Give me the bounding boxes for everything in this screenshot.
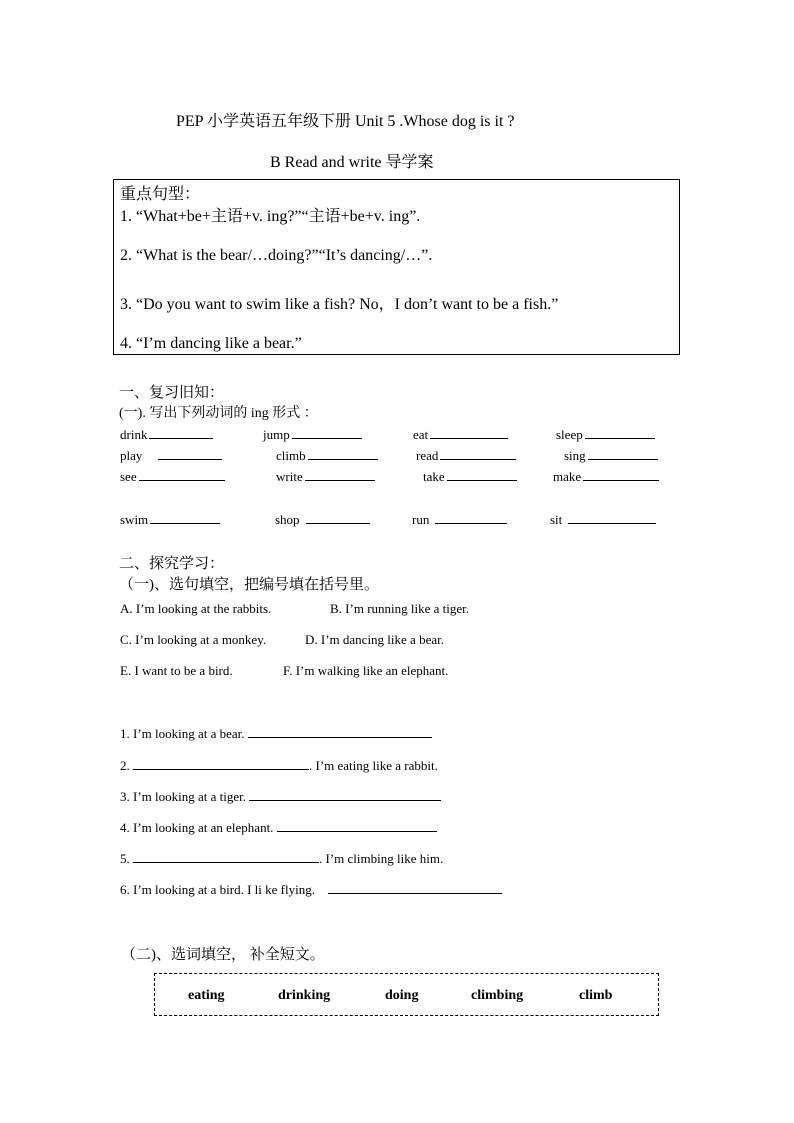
answer-blank[interactable] bbox=[149, 426, 213, 439]
word-bank-item: eating bbox=[188, 988, 225, 1003]
answer-blank[interactable] bbox=[139, 468, 225, 481]
key-sentences-box bbox=[113, 179, 680, 355]
verb-item: see bbox=[120, 468, 225, 485]
verb-item: play bbox=[120, 447, 222, 464]
option-f: F. I’m walking like an elephant. bbox=[283, 663, 449, 678]
option-c: C. I’m looking at a monkey. bbox=[120, 632, 267, 647]
answer-blank[interactable] bbox=[447, 468, 517, 481]
question-1: 1. I’m looking at a bear. bbox=[120, 725, 432, 742]
word-bank-item: climb bbox=[579, 988, 613, 1003]
verb-item: swim bbox=[120, 511, 220, 528]
section1-heading: 一、复习旧知： bbox=[119, 385, 225, 401]
key-sentence-1: 1. “What+be+主语+v. ing?”“主语+be+v. ing”. bbox=[120, 208, 421, 225]
word-bank-item: climbing bbox=[471, 988, 524, 1003]
section1-subheading: (一). 写出下列动词的 ing 形式 ： bbox=[119, 406, 318, 421]
question-5: 5. . I’m climbing like him. bbox=[120, 851, 444, 866]
question-4: 4. I’m looking at an elephant. bbox=[120, 819, 437, 836]
verb-item: climb bbox=[276, 447, 378, 464]
answer-blank[interactable] bbox=[277, 819, 437, 832]
key-sentences-heading: 重点句型： bbox=[120, 186, 201, 203]
answer-blank[interactable] bbox=[440, 447, 516, 460]
verb-item: sing bbox=[564, 447, 658, 464]
section2-subheading2: （二)、选词填空， 补全短文。 bbox=[121, 947, 325, 963]
page-subtitle: B Read and write 导学案 bbox=[270, 154, 434, 171]
answer-blank[interactable] bbox=[249, 788, 441, 801]
verb-item: shop bbox=[275, 511, 370, 528]
key-sentence-4: 4. “I’m dancing like a bear.” bbox=[120, 335, 302, 352]
section2-heading: 二、探究学习： bbox=[119, 556, 225, 572]
verb-item: make bbox=[553, 468, 659, 485]
word-bank-item: doing bbox=[385, 988, 419, 1003]
key-sentence-2: 2. “What is the bear/…doing?”“It’s dancing/…”. bbox=[120, 247, 433, 264]
answer-blank[interactable] bbox=[308, 447, 378, 460]
answer-blank[interactable] bbox=[150, 511, 220, 524]
answer-blank[interactable] bbox=[133, 850, 319, 863]
question-3: 3. I’m looking at a tiger. bbox=[120, 788, 441, 805]
answer-blank[interactable] bbox=[328, 881, 502, 894]
section2-subheading: （一)、选句填空，把编号填在括号里。 bbox=[119, 577, 379, 593]
verb-item: eat bbox=[413, 426, 508, 443]
answer-blank[interactable] bbox=[435, 511, 507, 524]
answer-blank[interactable] bbox=[248, 725, 432, 738]
verb-item: run bbox=[412, 511, 507, 528]
verb-item: sleep bbox=[556, 426, 655, 443]
option-d: D. I’m dancing like a bear. bbox=[305, 632, 444, 647]
answer-blank[interactable] bbox=[430, 426, 508, 439]
verb-item: jump bbox=[263, 426, 362, 443]
answer-blank[interactable] bbox=[292, 426, 362, 439]
option-e: E. I want to be a bird. bbox=[120, 663, 233, 678]
answer-blank[interactable] bbox=[568, 511, 656, 524]
answer-blank[interactable] bbox=[305, 468, 375, 481]
verb-item: write bbox=[276, 468, 375, 485]
word-bank-box bbox=[154, 973, 659, 1016]
answer-blank[interactable] bbox=[158, 447, 222, 460]
verb-item: read bbox=[416, 447, 516, 464]
verb-item: take bbox=[423, 468, 517, 485]
answer-blank[interactable] bbox=[133, 757, 309, 770]
word-bank-item: drinking bbox=[278, 988, 331, 1003]
answer-blank[interactable] bbox=[306, 511, 370, 524]
option-b: B. I’m running like a tiger. bbox=[330, 601, 470, 616]
question-6: 6. I’m looking at a bird. I li ke flying. bbox=[120, 881, 502, 898]
key-sentence-3: 3. “Do you want to swim like a fish? No，I don’t want to be a fish.” bbox=[120, 296, 559, 313]
answer-blank[interactable] bbox=[583, 468, 659, 481]
option-a: A. I’m looking at the rabbits. bbox=[120, 601, 272, 616]
page-title: PEP 小学英语五年级下册 Unit 5 .Whose dog is it ? bbox=[176, 113, 515, 130]
question-2: 2. . I’m eating like a rabbit. bbox=[120, 758, 438, 773]
verb-item: drink bbox=[120, 426, 213, 443]
answer-blank[interactable] bbox=[588, 447, 658, 460]
answer-blank[interactable] bbox=[585, 426, 655, 439]
verb-item: sit bbox=[550, 511, 656, 528]
